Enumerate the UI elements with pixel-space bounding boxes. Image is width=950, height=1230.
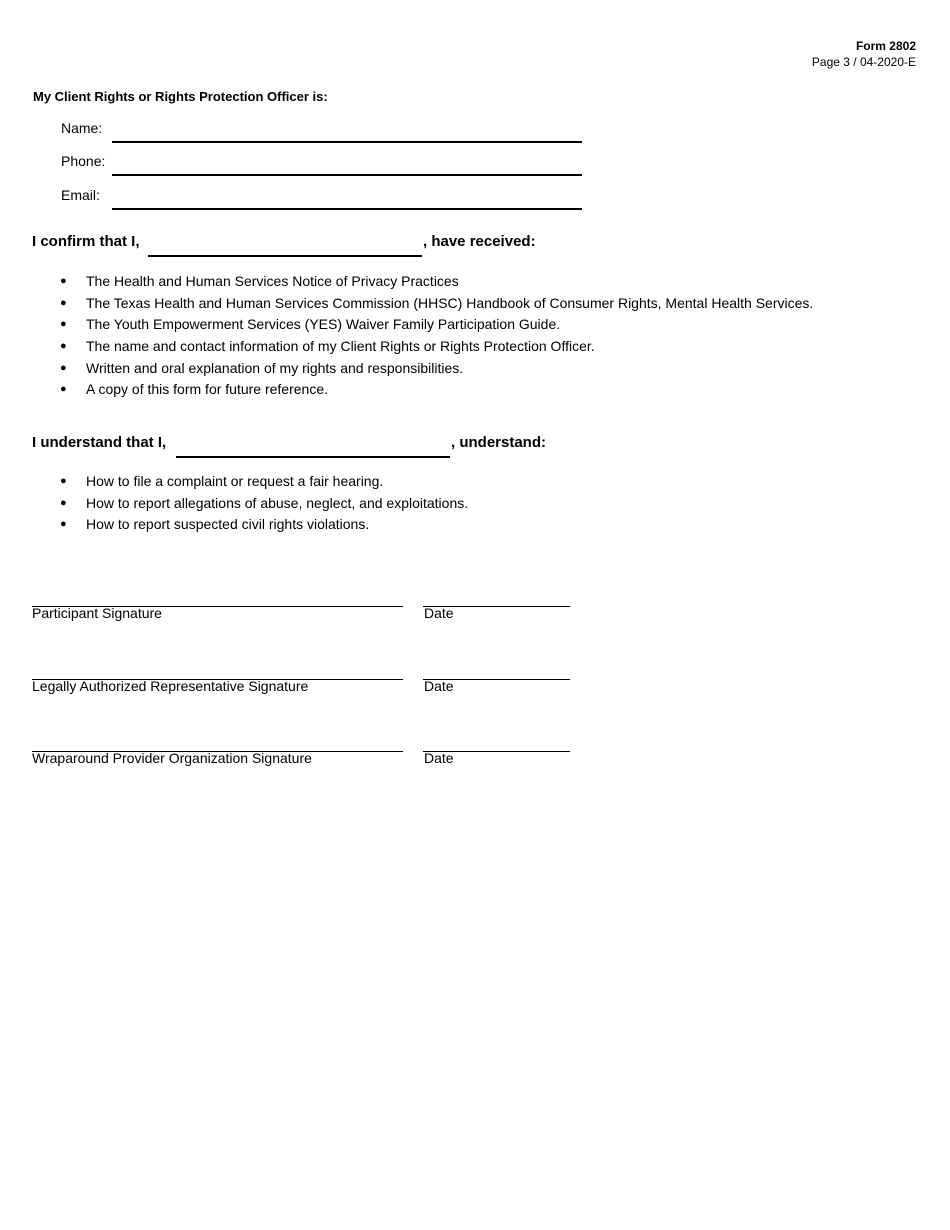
email-label: Email: [61, 187, 100, 203]
confirm-prefix: I confirm that I, [32, 233, 140, 250]
list-item: ● The name and contact information of my Client Rights or Rights Protection Officer. [60, 338, 595, 355]
list-item: ● The Health and Human Services Notice of Privacy Practices [60, 273, 459, 289]
bullet-icon: ● [60, 296, 67, 309]
participant-signature-label: Participant Signature [32, 605, 162, 621]
understand-list [33, 472, 468, 537]
name-field[interactable] [112, 141, 582, 143]
bullet-icon: ● [60, 340, 67, 353]
representative-date-label: Date [424, 678, 454, 694]
phone-label: Phone: [61, 153, 106, 169]
received-list [33, 272, 813, 402]
confirm-name-field[interactable] [148, 255, 422, 257]
bullet-icon: ● [60, 475, 67, 487]
provider-signature-label: Wraparound Provider Organization Signature [32, 750, 312, 766]
email-field[interactable] [112, 208, 582, 210]
understand-suffix: , understand: [451, 434, 547, 451]
list-item: ● How to report suspected civil rights violations. [60, 516, 370, 533]
name-label: Name: [61, 120, 103, 136]
list-item: ● The Youth Empowerment Services (YES) Waiver Family Participation Guide. [60, 316, 561, 333]
bullet-icon: ● [60, 518, 67, 531]
understand-name-field[interactable] [176, 456, 450, 458]
list-item: ● The Texas Health and Human Services Commission (HHSC) Handbook of Consumer Rights, Mental Health Services. [60, 294, 814, 311]
bullet-icon: ● [60, 318, 67, 331]
bullet-icon: ● [60, 383, 67, 396]
confirm-suffix: , have received: [423, 233, 536, 250]
bullet-icon: ● [60, 275, 67, 287]
participant-date-label: Date [424, 605, 454, 621]
bullet-icon: ● [60, 496, 67, 509]
list-item: ● How to report allegations of abuse, neglect, and exploitations. [60, 494, 469, 511]
list-item: ● Written and oral explanation of my rights and responsibilities. [60, 359, 464, 376]
form-number: Form 2802 [855, 39, 916, 53]
list-item: ● A copy of this form for future reference. [60, 381, 328, 398]
provider-date-label: Date [424, 750, 454, 766]
list-item: ● How to file a complaint or request a fair hearing. [60, 473, 384, 489]
phone-field[interactable] [112, 174, 582, 176]
form-header [812, 38, 916, 70]
bullet-icon: ● [60, 361, 67, 374]
understand-prefix: I understand that I, [32, 434, 167, 451]
officer-section-title: My Client Rights or Rights Protection Officer is: [33, 89, 328, 104]
representative-signature-label: Legally Authorized Representative Signature [32, 678, 309, 694]
page-info: Page 3 / 04-2020-E [811, 55, 916, 69]
